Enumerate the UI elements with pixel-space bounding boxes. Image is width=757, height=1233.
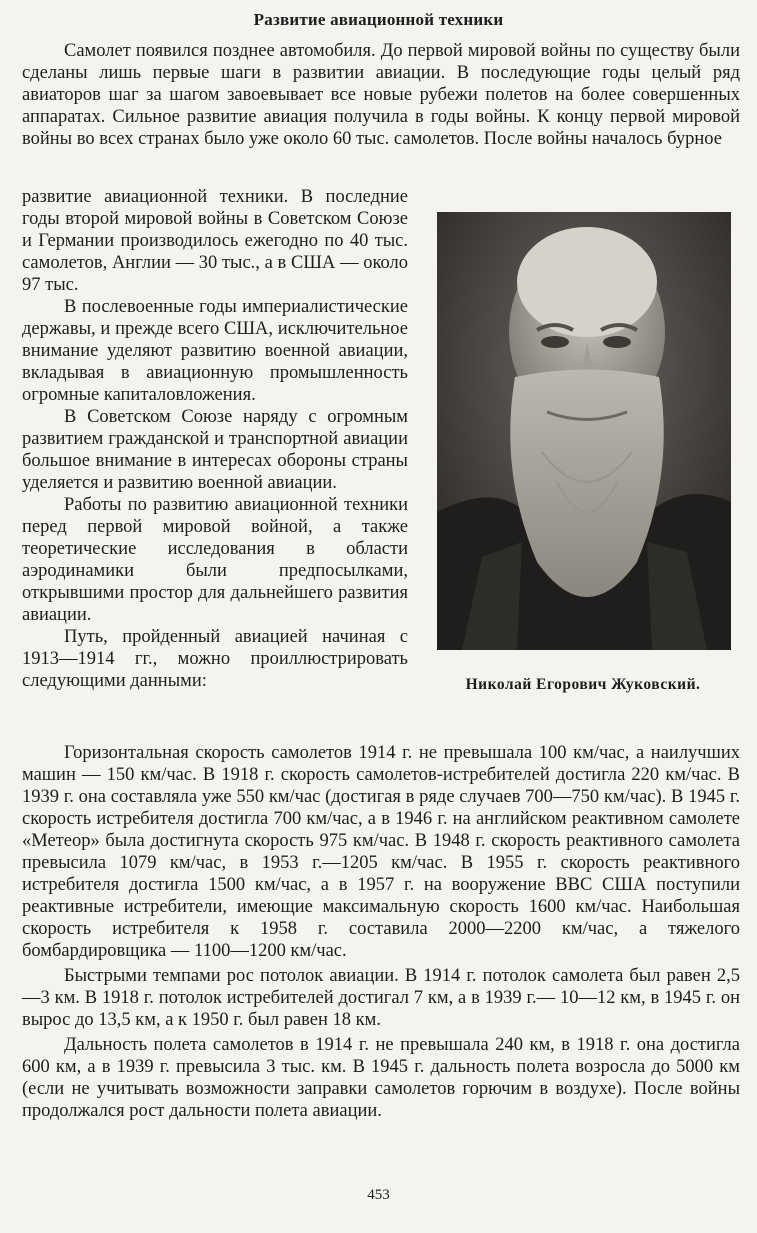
left-paragraph: В Советском Союзе наряду с огромным развитием гражданской и транспортной авиации большое внимание в интересах обороны страны уделяется и развитию военной авиации. (22, 407, 408, 493)
portrait-image (437, 212, 731, 650)
intro-paragraph: Самолет появился позднее автомобиля. До первой мировой войны по существу были сделаны лишь первые шаги в развитии авиации. В последующие годы целый ряд авиаторов шаг за шагом завоевывает все новые рубежи полетов на более совершенных аппаратах. Сильное развитие авиация получила в годы войны. К концу первой мировой войны во всех странах было уже около 60 тыс. самолетов. После войны началось бурное (22, 41, 740, 149)
photo-caption: Николай Егорович Жуковский. (465, 676, 701, 693)
page-number: 453 (367, 1187, 390, 1203)
left-paragraph: В послевоенные годы империалистические державы, и прежде всего США, исключительное внимание уделяют развитию военной авиации, вкладывая в авиационную промышленность огромные капиталовложения. (22, 297, 408, 405)
section-title: Развитие авиационной техники (253, 10, 504, 29)
bottom-block (22, 742, 740, 1122)
portrait-photo (437, 212, 731, 650)
left-paragraph: Работы по развитию авиационной техники перед первой мировой войной, а также теоретические исследования в области аэродинамики были предпосылками, открывшими простор для дальнейшего развития авиации. (22, 495, 408, 625)
left-column (22, 186, 408, 692)
left-paragraph: развитие авиационной техники. В последние годы второй мировой войны в Советском Союзе и Германии производилось ежегодно по 40 тыс. самолетов, Англии — 30 тыс., а в США — около 97 тыс. (22, 187, 408, 295)
ceiling-paragraph: Быстрыми темпами рос потолок авиации. В 1914 г. потолок самолета был равен 2,5—3 км. В 1918 г. потолок истребителей достигал 7 км, а в 1939 г.— 10—12 км, в 1945 г. он вырос до 13,5 км, а к 1950 г. был равен 18 км. (22, 966, 740, 1030)
left-paragraph: Путь, пройденный авиацией начиная с 1913—1914 гг., можно проиллюстрировать следующими данными: (22, 627, 408, 691)
range-paragraph: Дальность полета самолетов в 1914 г. не превышала 240 км, в 1918 г. она достигла 600 км, а в 1939 г. превысила 3 тыс. км. В 1945 г. дальность полета возросла до 5000 км (если не учитывать возможности заправки самолетов горючим в воздухе). После войны продолжался рост дальности полета авиации. (22, 1035, 740, 1121)
intro-block (22, 40, 740, 150)
speed-paragraph: Горизонтальная скорость самолетов 1914 г. не превышала 100 км/час, а наилучших машин — 150 км/час. В 1918 г. скорость самолетов-истребителей достигла 220 км/час. В 1939 г. она составляла уже 550 км/час (достигая в ряде случаев 700—750 км/час). В 1945 г. скорость истребителя достигла 700 км/час, а в 1946 г. на английском реактивном самолете «Метеор» была достигнута скорость 975 км/час. В 1948 г. скорость реактивного самолета превысила 1079 км/час, в 1953 г.—1205 км/час. В 1955 г. скорость реактивного истребителя достигла 1500 км/час, а в 1957 г. на вооружение ВВС США поступили реактивные истребители, имеющие максимальную скорость 1600 км/час. Наибольшая скорость истребителя к 1958 г. составила 2000—2200 км/час, а тяжелого бомбардировщика — 1100—1200 км/час. (22, 743, 740, 961)
